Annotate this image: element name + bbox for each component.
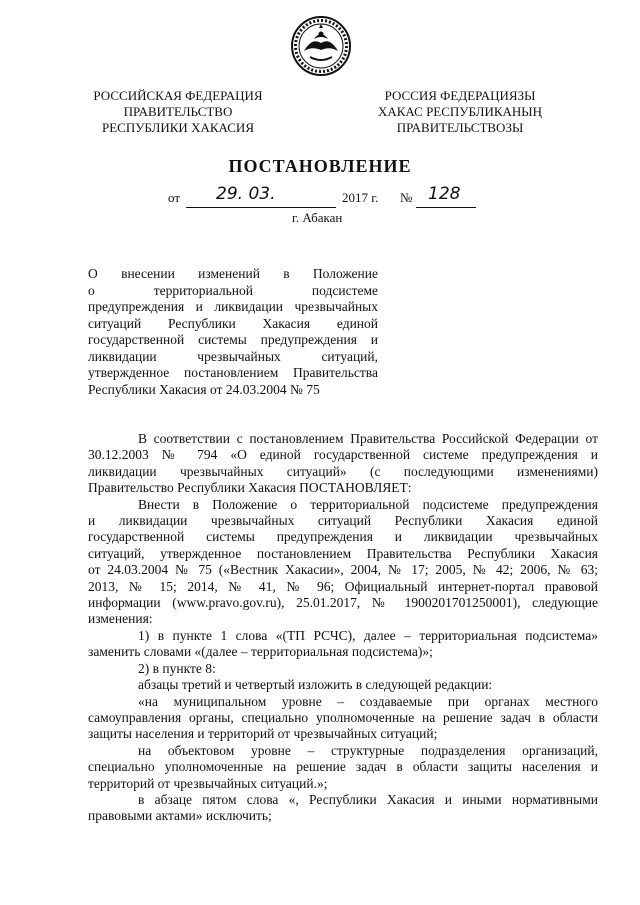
date-from-label: от <box>168 190 181 205</box>
subject-line: утвержденное постановлением Правительства <box>88 365 378 380</box>
number-underline <box>416 207 476 208</box>
body-line: 1) в пункте 1 слова «(ТП РСЧС), далее – территориальная подсистема» <box>138 627 598 643</box>
header-left-line: ПРАВИТЕЛЬСТВО <box>123 104 233 119</box>
header-left-ru <box>78 88 278 136</box>
document-title: ПОСТАНОВЛЕНИЕ <box>228 156 412 176</box>
header-left-line: РЕСПУБЛИКИ ХАКАСИЯ <box>101 120 254 135</box>
city-label: г. Абакан <box>292 210 343 225</box>
body-line: самоуправления органы, специально уполномоченные на решение задач в области <box>88 709 598 725</box>
date-underline <box>186 207 336 208</box>
date-handwritten: 29. 03. <box>216 184 276 204</box>
coat-of-arms-emblem <box>290 15 352 77</box>
body-line: специально уполномоченные на решение задач в области защиты населения и <box>88 759 598 775</box>
body-line: в абзаце пятом слова «, Республики Хакасия и иными нормативными <box>138 791 598 807</box>
body-line: «на муниципальном уровне – создаваемые при органах местного <box>138 693 598 709</box>
header-right-line: РОССИЯ ФЕДЕРАЦИЯЗЫ <box>384 88 536 103</box>
body-line: защиты населения и территорий от чрезвычайных ситуаций; <box>88 726 438 742</box>
subject-line: О внесении изменений в Положение <box>88 266 378 281</box>
body-line: территорий от чрезвычайных ситуаций.»; <box>88 775 328 791</box>
body-line: государственной системы предупреждения и ликвидации чрезвычайных <box>88 529 598 545</box>
body-line: информации (www.pravo.gov.ru), 25.01.2017, № 1900201701250001), следующие <box>88 595 598 611</box>
body-line: ситуаций, утвержденное постановлением Правительства Республики Хакасия <box>88 545 598 561</box>
body-line: Правительство Республики Хакасия ПОСТАНОВЛЯЕТ: <box>88 480 412 496</box>
document-body <box>88 431 598 825</box>
body-line: 30.12.2003 № 794 «О единой государственной системе предупреждения и <box>88 447 598 463</box>
subject-line: предупреждения и ликвидации чрезвычайных <box>88 299 378 314</box>
date-year: 2017 г. <box>342 190 379 205</box>
body-line: В соответствии с постановлением Правительства Российской Федерации от <box>138 431 598 446</box>
body-line: от 24.03.2004 № 75 («Вестник Хакасии», 2004, № 17; 2005, № 42; 2006, № 63; <box>88 562 598 578</box>
body-line: заменить словами «(далее – территориальная подсистема)»; <box>88 644 433 660</box>
subject-line: Республики Хакасия от 24.03.2004 № 75 <box>88 381 320 397</box>
body-line: правовыми актами» исключить; <box>88 808 272 824</box>
header-left-line: РОССИЙСКАЯ ФЕДЕРАЦИЯ <box>93 88 263 103</box>
header-right-line: ПРАВИТЕЛЬСТВОЗЫ <box>396 120 524 135</box>
subject-line: государственной системы предупреждения и <box>88 332 378 347</box>
subject-line: ситуаций Республики Хакасия единой <box>88 315 378 331</box>
body-line: Внести в Положение о территориальной подсистеме предупреждения <box>138 496 598 512</box>
body-line: ликвидации чрезвычайных ситуаций» (с последующими изменениями) <box>88 463 598 479</box>
body-line: абзацы третий и четвертый изложить в следующей редакции: <box>138 677 493 693</box>
date-number-line <box>150 184 510 210</box>
number-label: № <box>400 190 413 205</box>
subject-line: о территориальной подсистеме <box>88 282 378 298</box>
body-line: на объектовом уровне – структурные подразделения организаций, <box>138 742 598 758</box>
number-handwritten: 128 <box>428 184 461 204</box>
body-line: изменения: <box>88 611 153 627</box>
subject-block <box>88 266 378 398</box>
header-right-kjh <box>360 88 560 136</box>
header-right-line: ХАКАС РЕСПУБЛИКАНЫҢ <box>377 104 543 119</box>
body-line: 2013, № 15; 2014, № 41, № 96; Официальный интернет-портал правовой <box>88 578 598 594</box>
body-line: 2) в пункте 8: <box>138 660 216 676</box>
body-line: и ликвидации чрезвычайных ситуаций Республики Хакасия единой <box>88 513 598 529</box>
subject-line: ликвидации чрезвычайных ситуаций, <box>88 348 378 364</box>
